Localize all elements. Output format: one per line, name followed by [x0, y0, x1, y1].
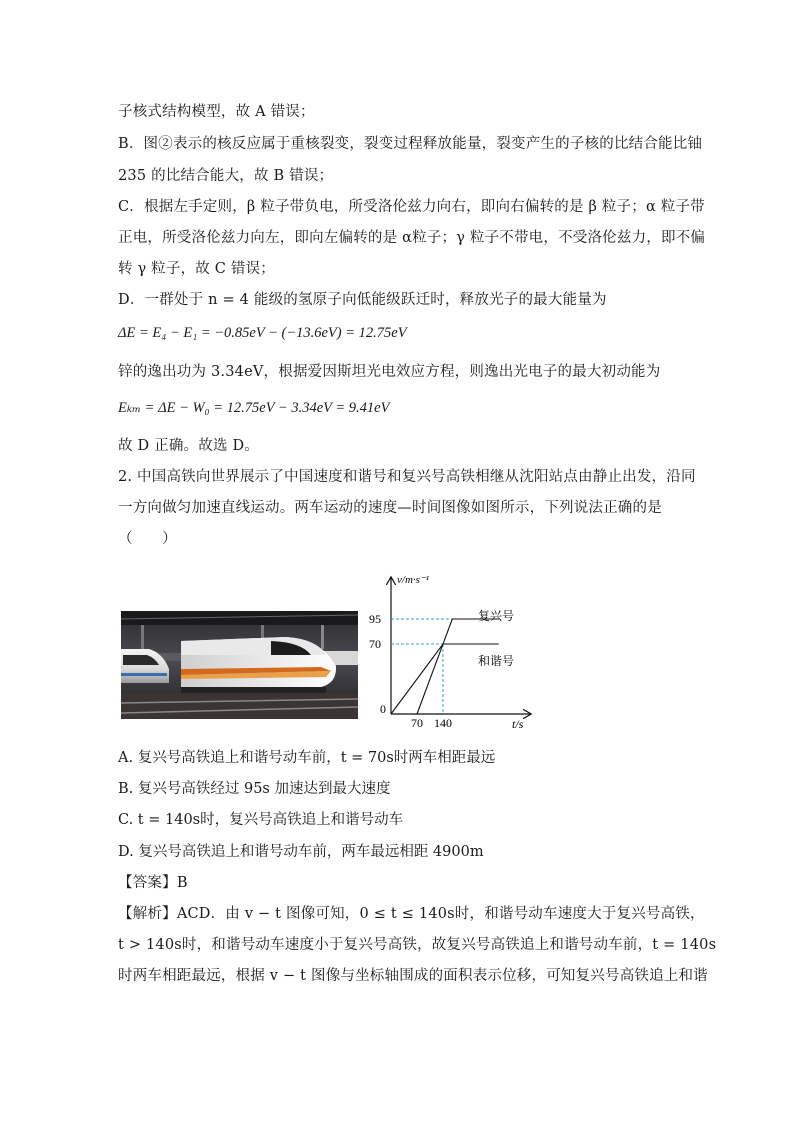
- answer-tag: 【答案】: [118, 875, 177, 891]
- analysis-line: [118, 904, 705, 924]
- series-label-fuxing: 复兴号: [478, 609, 515, 623]
- x-tick-label: 140: [433, 716, 452, 728]
- option-b[interactable]: B. 复兴号高铁经过 95s 加速达到最大速度: [118, 781, 391, 797]
- series-label-hexie: 和谐号: [478, 654, 515, 668]
- option-d[interactable]: D. 复兴号高铁追上和谐号动车前，两车最远相距 4900m: [118, 844, 484, 860]
- text-line: 转 γ 粒子，故 C 错误；: [118, 261, 275, 277]
- analysis-line: t > 140s时，和谐号动车速度小于复兴号高铁，故复兴号高铁追上和谐号动车前，t = 140s: [118, 937, 717, 953]
- analysis-line: 时两车相距最远，根据 v − t 图像与坐标轴围成的面积表示位移，可知复兴号高铁追上和谐: [118, 968, 708, 984]
- option-c[interactable]: C. t = 140s时，复兴号高铁追上和谐号动车: [118, 812, 404, 828]
- analysis-tag: 【解析】: [118, 906, 177, 922]
- analysis-text: ACD．由 v − t 图像可知，0 ≤ t ≤ 140s时，和谐号动车速度大于复兴号高铁，: [176, 906, 705, 922]
- y-tick-label: 70: [369, 637, 381, 651]
- text-line: 锌的逸出功为 3.34eV，根据爱因斯坦光电效应方程，则逸出光电子的最大初动能为: [118, 364, 661, 380]
- question-text: 一方向做匀加速直线运动。两车运动的速度—时间图像如图所示，下列说法正确的是: [118, 500, 662, 516]
- text-line: B．图②表示的核反应属于重核裂变，裂变过程释放能量，裂变产生的子核的比结合能比铀: [118, 136, 703, 152]
- y-axis-label: v/m·s⁻¹: [397, 574, 430, 586]
- equation-energy: ΔE = E₄ − E₁ = −0.85eV − (−13.6eV) = 12.75eV: [118, 325, 407, 341]
- x-tick-label: 70: [410, 716, 423, 728]
- answer-line: [118, 873, 188, 893]
- y-tick-label: 95: [369, 612, 381, 626]
- vt-chart: [364, 568, 534, 728]
- equation-kinetic: Eₖₘ = ΔE − W₀ = 12.75eV − 3.34eV = 9.41eV: [118, 400, 390, 416]
- train-photo: [121, 611, 358, 719]
- text-line: 235 的比结合能大，故 B 错误；: [118, 168, 334, 184]
- x-axis-label: t/s: [512, 717, 524, 728]
- text-line: 子核式结构模型，故 A 错误；: [118, 104, 315, 120]
- origin-label: 0: [380, 702, 386, 716]
- text-line: D．一群处于 n = 4 能级的氢原子向低能级跃迁时，释放光子的最大能量为: [118, 292, 607, 308]
- option-a[interactable]: A. 复兴号高铁追上和谐号动车前，t = 70s时两车相距最远: [118, 750, 496, 766]
- text-line: 正电，所受洛伦兹力向左，即向左偏转的是 α粒子；γ 粒子不带电，不受洛伦兹力，即不偏: [118, 230, 706, 246]
- text-line: C．根据左手定则，β 粒子带负电，所受洛伦兹力向右，即向右偏转的是 β 粒子；α 粒子带: [118, 199, 705, 215]
- answer-value: B: [176, 875, 188, 891]
- question-text: 2. 中国高铁向世界展示了中国速度和谐号和复兴号高铁相继从沈阳站点由静止出发，沿同: [118, 469, 696, 485]
- text-line: 故 D 正确。故选 D。: [118, 438, 259, 454]
- question-blank: （ ）: [118, 531, 177, 547]
